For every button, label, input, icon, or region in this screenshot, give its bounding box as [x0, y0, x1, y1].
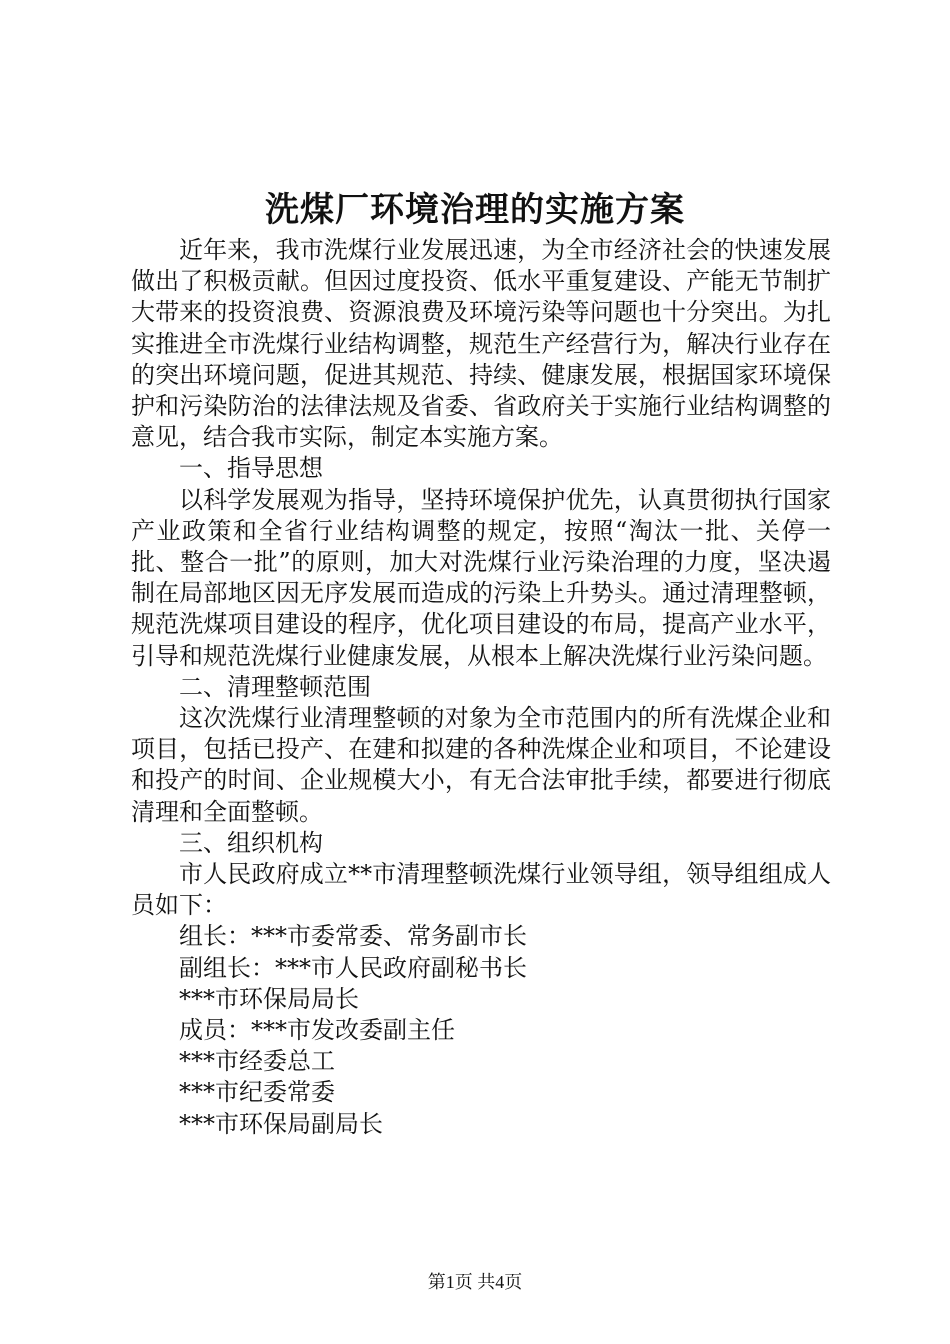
member-line: ***市环保局局长 [179, 984, 359, 1013]
document-body [131, 235, 831, 1140]
guiding-ideology-paragraph: 以科学发展观为指导，坚持环境保护优先，认真贯彻执行国家产业政策和全省行业结构调整的规定，按照“淘汰一批、关停一批、整合一批”的原则，加大对洗煤行业污染治理的力度，坚决遏制在局部地区因无序发展而造成的污染上升势头。通过清理整顿，规范洗煤项目建设的程序，优化项目建设的布局，提高产业水平，引导和规范洗煤行业健康发展，从根本上解决洗煤行业污染问题。 [131, 485, 831, 670]
intro-paragraph: 近年来，我市洗煤行业发展迅速，为全市经济社会的快速发展做出了积极贡献。但因过度投资、低水平重复建设、产能无节制扩大带来的投资浪费、资源浪费及环境污染等问题也十分突出。为扎实推进全市洗煤行业结构调整，规范生产经营行为，解决行业存在的突出环境问题，促进其规范、持续、健康发展，根据国家环境保护和污染防治的法律法规及省委、省政府关于实施行业结构调整的意见，结合我市实际，制定本实施方案。 [131, 236, 831, 452]
organization-paragraph: 市人民政府成立**市清理整顿洗煤行业领导组，领导组组成人员如下： [131, 860, 831, 920]
section-heading-scope: 二、清理整顿范围 [179, 672, 371, 701]
scope-paragraph: 这次洗煤行业清理整顿的对象为全市范围内的所有洗煤企业和项目，包括已投产、在建和拟建的各种洗煤企业和项目，不论建设和投产的时间、企业规模大小，有无合法审批手续，都要进行彻底清理和全面整顿。 [131, 704, 831, 826]
member-line: ***市纪委常委 [179, 1078, 335, 1107]
page-number-footer: 第1页 共4页 [427, 1272, 523, 1292]
section-heading-guiding-ideology: 一、指导思想 [179, 454, 323, 483]
section-heading-organization: 三、组织机构 [179, 828, 323, 857]
member-line: 副组长：***市人民政府副秘书长 [179, 953, 527, 982]
document-title: 洗煤厂环境治理的实施方案 [265, 190, 685, 230]
member-line: ***市经委总工 [179, 1047, 335, 1076]
member-line: 组长：***市委常委、常务副市长 [179, 922, 527, 951]
member-line: ***市环保局副局长 [179, 1109, 383, 1138]
member-line: 成员：***市发改委副主任 [179, 1016, 455, 1045]
